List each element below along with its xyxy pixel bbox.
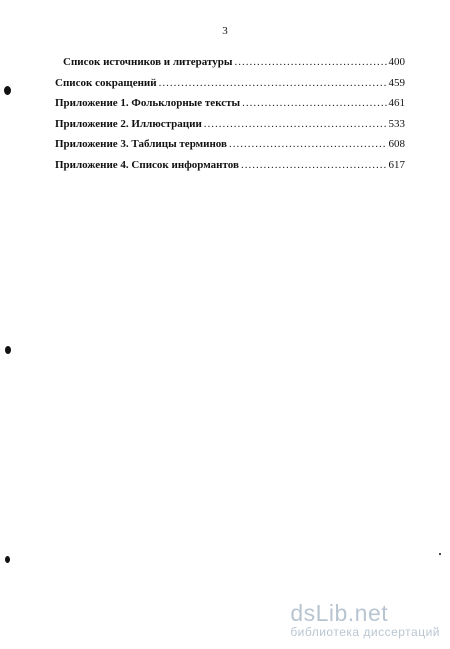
watermark [290,601,440,639]
toc-entry-page: 461 [388,97,405,109]
page-number: 3 [222,25,228,37]
scan-mark-middle [5,346,11,354]
watermark-logo-left: dsLib [290,600,348,626]
toc-entry-page: 608 [388,138,405,150]
toc-entry-title: Список сокращений [55,76,157,89]
toc-entry-page: 533 [388,117,405,130]
toc-leader-dots [229,138,387,150]
scan-mark-top [4,86,11,95]
watermark-subtitle: библиотека диссертаций [290,625,440,639]
toc-entry-title: Приложение 4. Список информантов [55,158,239,171]
toc-entry-page: 459 [388,76,405,89]
toc-entry-abbreviations [55,77,405,98]
toc-entry-appendix-3 [55,138,405,159]
table-of-contents [55,56,405,179]
watermark-logo-right: .net [347,600,389,626]
toc-entry-page: 400 [388,56,405,68]
toc-entry-appendix-2 [55,118,405,139]
toc-entry-title: Приложение 2. Иллюстрации [55,117,202,130]
toc-entry-appendix-4 [55,159,405,180]
toc-entry-title: Список источников и литературы [63,56,233,68]
toc-leader-dots [204,118,387,130]
toc-leader-dots [242,97,386,109]
toc-leader-dots [159,77,387,89]
scan-speck [439,553,441,555]
toc-entry-title: Приложение 3. Таблицы терминов [55,138,227,150]
toc-leader-dots [241,159,387,171]
toc-entry-appendix-1 [55,97,405,118]
toc-entry-title: Приложение 1. Фольклорные тексты [55,97,241,109]
toc-entry-sources [55,56,405,77]
toc-leader-dots [234,56,386,68]
toc-entry-page: 617 [388,158,405,171]
watermark-logo [290,601,440,625]
scan-mark-bottom [5,556,10,563]
